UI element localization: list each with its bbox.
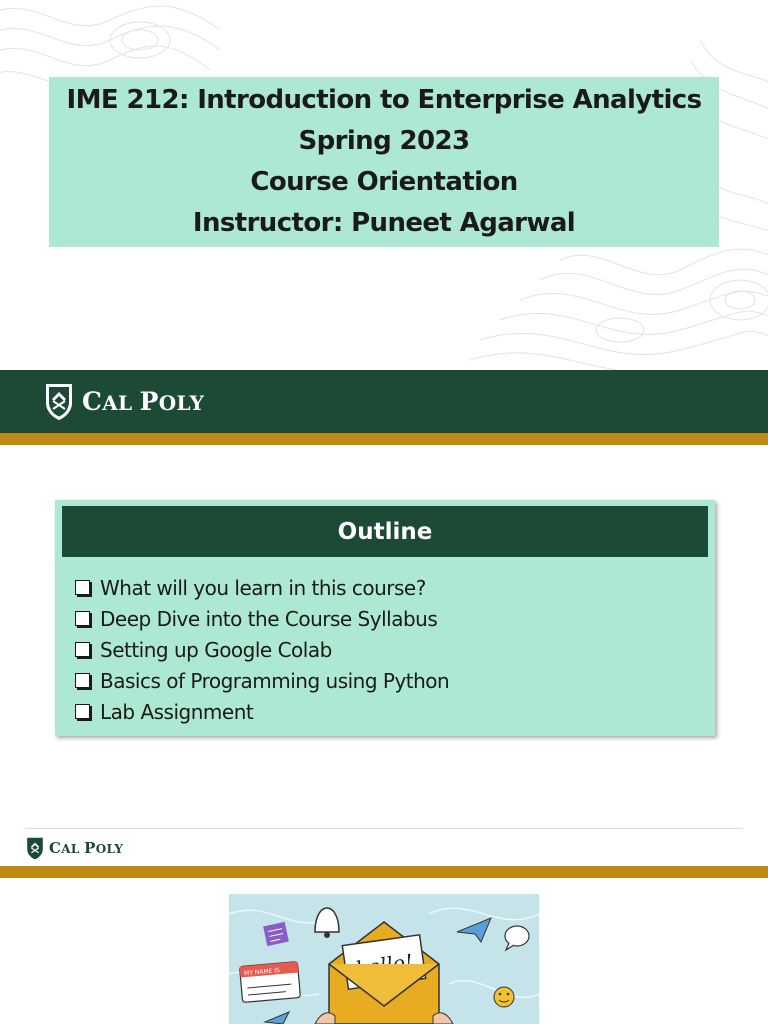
checkbox-icon [75,580,90,595]
outline-box [55,500,715,736]
footer-divider [25,828,743,829]
list-item [75,603,449,634]
list-item-label: Basics of Programming using Python [100,668,450,693]
checkbox-icon [75,642,90,657]
course-title: IME 212: Introduction to Enterprise Analytics [66,85,702,115]
title-slide [0,0,768,370]
outline-header [62,506,708,557]
outline-title: Outline [337,518,433,545]
checkbox-icon [75,673,90,688]
list-item [75,634,449,665]
gold-stripe [0,866,768,878]
session-title: Course Orientation [250,167,518,197]
gold-stripe [0,433,768,445]
tag-text: MY NAME IS [243,967,281,978]
paper-plane-icon [457,918,491,942]
list-item [75,696,449,727]
cal-poly-logo-small [26,836,123,860]
bell-icon [315,908,339,938]
list-item [75,665,449,696]
title-box [49,77,719,247]
name-tag-icon [240,962,301,1003]
list-item-label: What will you learn in this course? [100,575,426,600]
instructor: Instructor: Puneet Agarwal [192,208,576,238]
shield-icon [26,836,44,860]
checkbox-icon [75,611,90,626]
checkbox-icon [75,704,90,719]
speech-bubble-icon [505,926,529,950]
welcome-illustration [229,894,539,1024]
list-item-label: Setting up Google Colab [100,637,332,662]
logo-wordmark: CAL POLY [49,839,124,857]
envelope-icon [329,922,439,1024]
shield-icon [44,381,74,421]
term: Spring 2023 [298,126,470,156]
outline-list [75,572,449,727]
note-icon [263,922,289,946]
smiley-icon [494,987,514,1007]
list-item-label: Deep Dive into the Course Syllabus [100,606,438,631]
cal-poly-logo [44,381,204,421]
list-item-label: Lab Assignment [100,699,254,724]
list-item [75,572,449,603]
illustration-art [229,894,539,1024]
logo-wordmark: CAL POLY [82,386,205,416]
